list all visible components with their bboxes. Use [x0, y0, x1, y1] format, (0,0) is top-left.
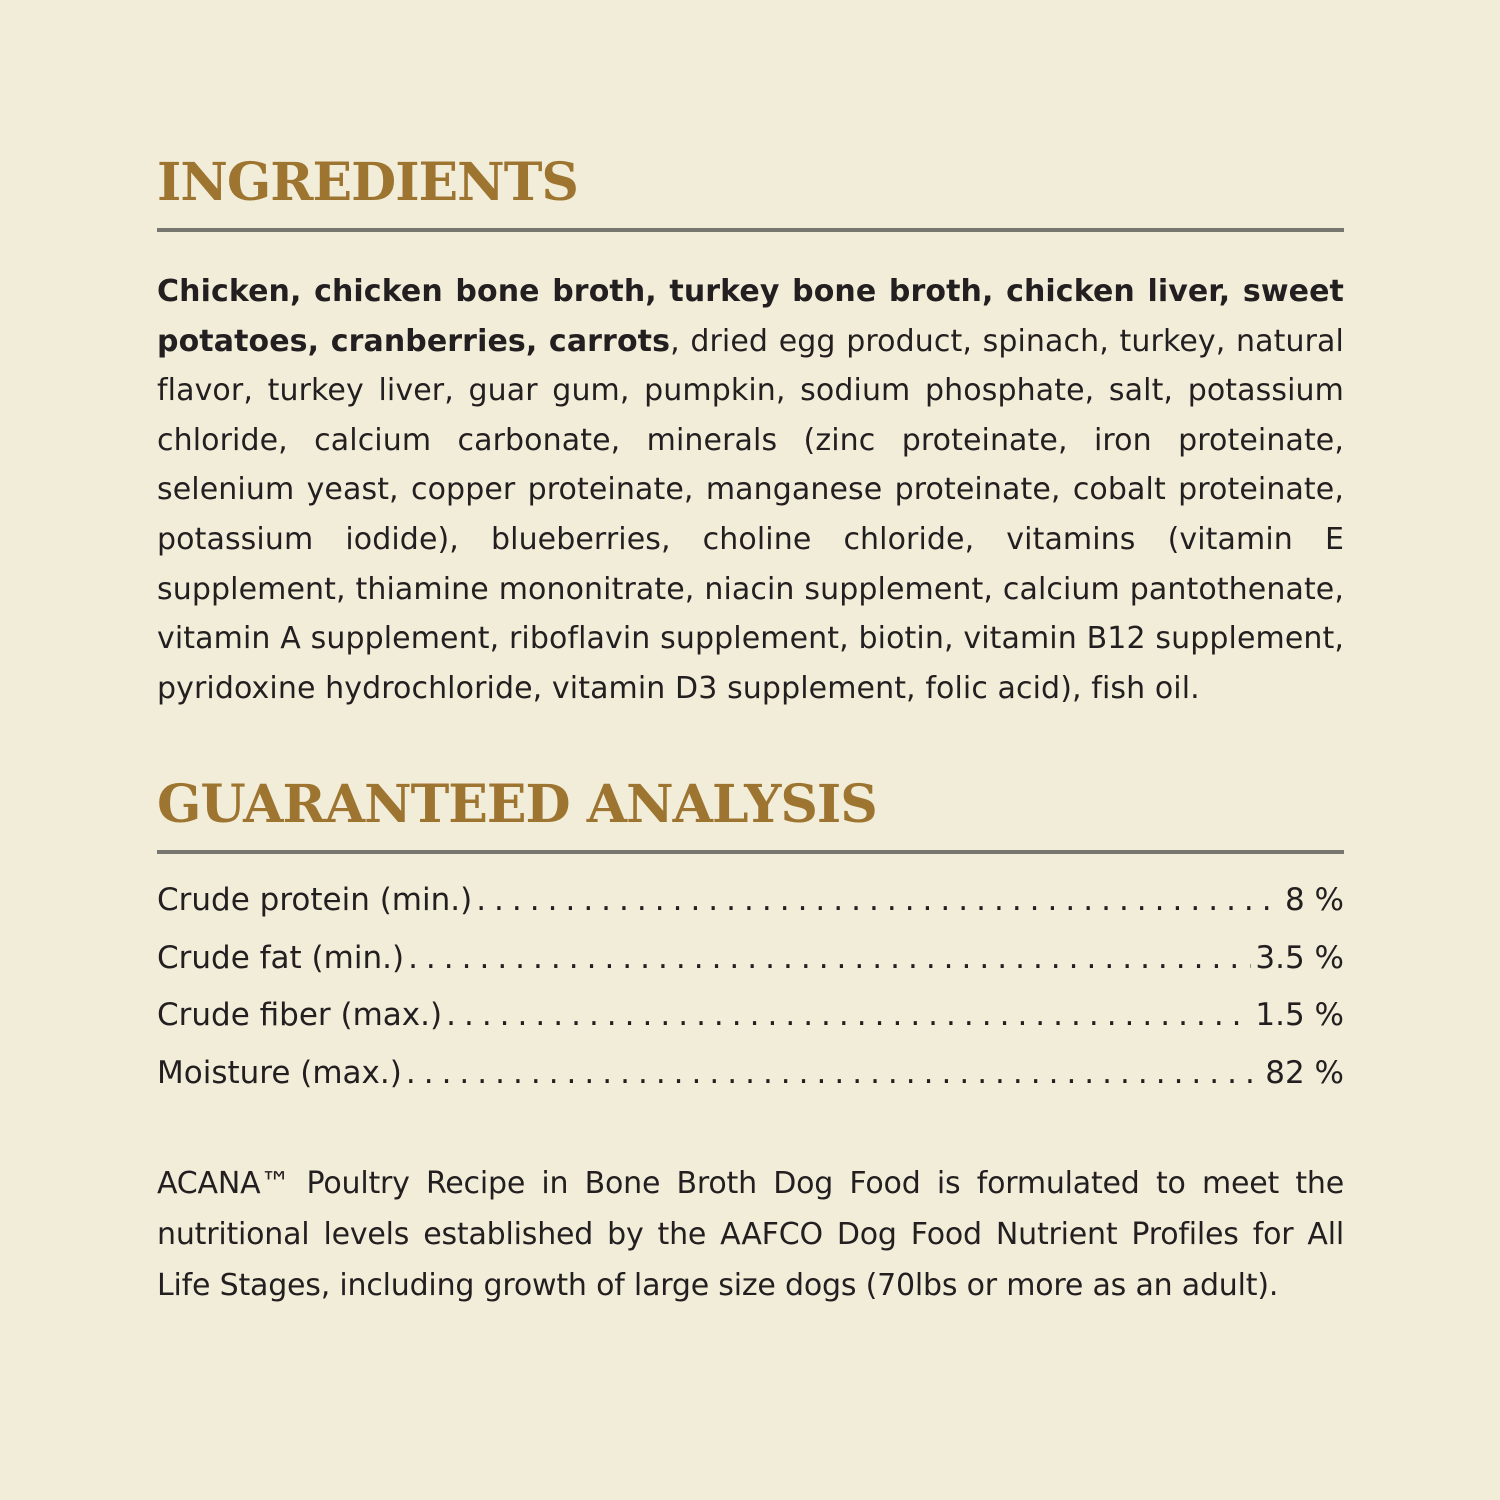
analysis-row-crude-fiber	[157, 987, 1344, 1045]
analysis-row-crude-protein	[157, 872, 1344, 930]
analysis-label: Moisture (max.)	[157, 1054, 402, 1091]
ingredients-heading: INGREDIENTS	[157, 152, 578, 213]
analysis-value: 8 %	[1284, 882, 1344, 919]
dot-leader	[446, 987, 1251, 1045]
analysis-label: Crude protein (min.)	[157, 882, 473, 919]
aafco-statement: ACANA™ Poultry Recipe in Bone Broth Dog Food is formulated to meet the nutritional levels established by the AAFCO Dog Food Nutrient Profiles for All Life Stages, including growth of large size dogs (70lbs or more as an adult).	[157, 1166, 1344, 1304]
ingredients-primary: Chicken, chicken bone broth, turkey bone broth, chicken liver, sweet potatoes, cranberries, carrots	[157, 274, 1344, 359]
guaranteed-analysis-section	[157, 770, 1344, 1102]
guaranteed-analysis-divider	[157, 850, 1344, 854]
analysis-value: 1.5 %	[1255, 997, 1344, 1034]
analysis-row-moisture	[157, 1045, 1344, 1103]
dot-leader	[406, 1045, 1261, 1103]
ingredients-secondary: , dried egg product, spinach, turkey, natural flavor, turkey liver, guar gum, pumpkin, sodium phosphate, salt, potassium chloride, calcium carbonate, minerals (zinc proteinate, iron proteinate, selenium yeast, copper proteinate, manganese proteinate, cobalt proteinate, potassium iodide), blueberries, choline chloride, vitamins (vitamin E supplement, thiamine mononitrate, niacin supplement, calcium pantothenate, vitamin A supplement, riboflavin supplement, biotin, vitamin B12 supplement, pyridoxine hydrochloride, vitamin D3 supplement, folic acid), fish oil.	[157, 323, 1344, 706]
analysis-value: 82 %	[1265, 1054, 1344, 1091]
ingredients-divider	[157, 228, 1344, 232]
analysis-value: 3.5 %	[1255, 939, 1344, 976]
ingredients-list	[157, 267, 1344, 713]
analysis-label: Crude fiber (max.)	[157, 997, 443, 1034]
nutrition-panel	[157, 148, 1344, 1341]
dot-leader	[476, 872, 1281, 930]
guaranteed-analysis-table	[157, 872, 1344, 1102]
dot-leader	[408, 930, 1251, 988]
analysis-label: Crude fat (min.)	[157, 939, 405, 976]
analysis-row-crude-fat	[157, 930, 1344, 988]
ingredients-section	[157, 148, 1344, 713]
guaranteed-analysis-heading: GUARANTEED ANALYSIS	[157, 774, 877, 836]
